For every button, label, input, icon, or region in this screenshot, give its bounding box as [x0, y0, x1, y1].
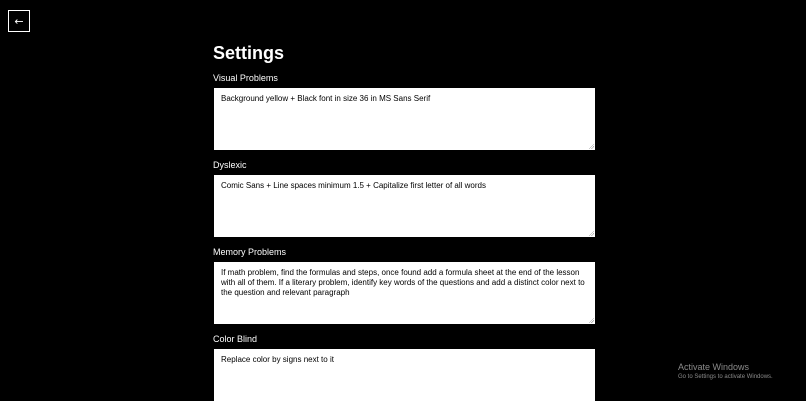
- memory-problems-label: Memory Problems: [213, 247, 287, 257]
- dyslexic-value: Comic Sans + Line spaces minimum 1.5 + Capitalize first letter of all words: [221, 181, 486, 190]
- color-blind-textarea[interactable]: [213, 348, 596, 401]
- watermark-subtitle: Go to Settings to activate Windows.: [678, 374, 773, 380]
- visual-problems-label: Visual Problems: [213, 73, 278, 83]
- arrow-left-icon: ←: [14, 14, 24, 28]
- memory-problems-value: If math problem, find the formulas and steps, once found add a formula sheet at the end of the lesson with all of them. If a literary problem, identify key words of the questions and add a distinct color next to the question and relevant paragraph: [221, 268, 585, 297]
- resize-grip-icon[interactable]: [588, 143, 594, 149]
- activate-windows-watermark: [678, 362, 773, 382]
- visual-problems-textarea[interactable]: [213, 87, 596, 151]
- page-title: Settings: [213, 43, 285, 63]
- section-visual-problems: [213, 73, 596, 151]
- section-dyslexic: [213, 160, 596, 238]
- dyslexic-label: Dyslexic: [213, 160, 247, 170]
- memory-problems-textarea[interactable]: [213, 261, 596, 325]
- dyslexic-textarea[interactable]: [213, 174, 596, 238]
- resize-grip-icon[interactable]: [588, 317, 594, 323]
- visual-problems-value: Background yellow + Black font in size 36 in MS Sans Serif: [221, 94, 431, 103]
- section-memory-problems: [213, 247, 596, 325]
- resize-grip-icon[interactable]: [588, 230, 594, 236]
- back-button[interactable]: [8, 10, 30, 32]
- color-blind-label: Color Blind: [213, 334, 258, 344]
- watermark-title: Activate Windows: [678, 362, 750, 372]
- color-blind-value: Replace color by signs next to it: [221, 355, 334, 364]
- section-color-blind: [213, 334, 596, 401]
